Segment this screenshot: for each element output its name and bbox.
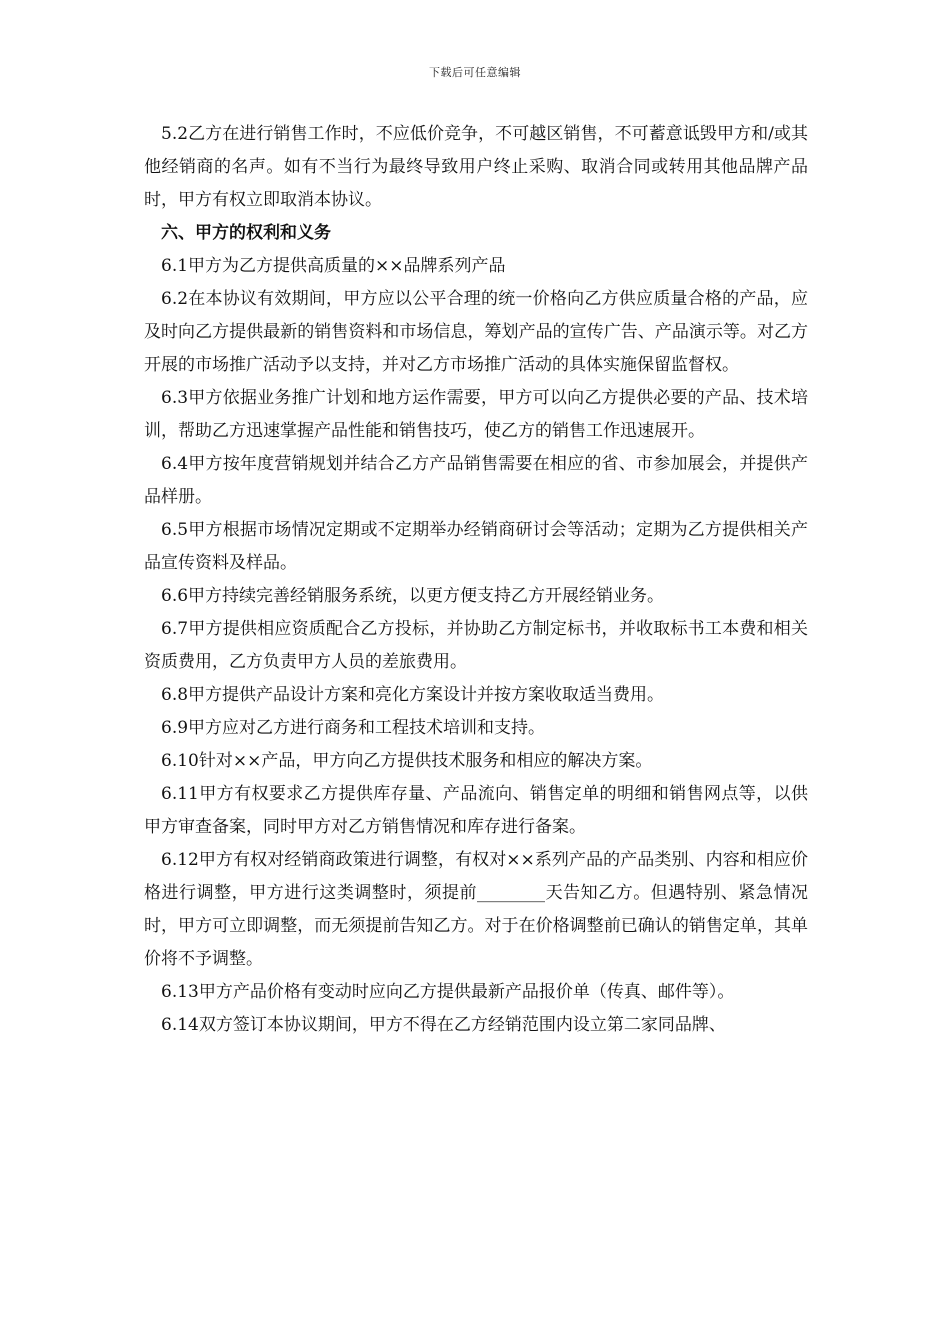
clause-6-2: 6.2在本协议有效期间，甲方应以公平合理的统一价格向乙方供应质量合格的产品，应及时向乙方提供最新的销售资料和市场信息，筹划产品的宣传广告、产品演示等。对乙方开展的市场推广活动予以支持，并对乙方市场推广活动的具体实施保留监督权。 [144,289,808,375]
clause-6-11: 6.11甲方有权要求乙方提供库存量、产品流向、销售定单的明细和销售网点等，以供甲方审查备案，同时甲方对乙方销售情况和库存进行备案。 [144,784,808,837]
clause-6-4: 6.4甲方按年度营销规划并结合乙方产品销售需要在相应的省、市参加展会，并提供产品样册。 [144,454,808,507]
clause-6-5: 6.5甲方根据市场情况定期或不定期举办经销商研讨会等活动；定期为乙方提供相关产品宣传资料及样品。 [144,520,808,573]
clause-6-8: 6.8甲方提供产品设计方案和亮化方案设计并按方案收取适当费用。 [161,685,665,705]
page-header: 下载后可任意编辑 [429,66,521,79]
document-body [144,118,808,1042]
clause-6-1: 6.1甲方为乙方提供高质量的××品牌系列产品 [161,256,506,276]
section-heading-6: 六、甲方的权利和义务 [161,223,331,243]
clause-6-3: 6.3甲方依据业务推广计划和地方运作需要，甲方可以向乙方提供必要的产品、技术培训，帮助乙方迅速掌握产品性能和销售技巧，使乙方的销售工作迅速展开。 [144,388,808,441]
clause-6-7: 6.7甲方提供相应资质配合乙方投标，并协助乙方制定标书，并收取标书工本费和相关资质费用，乙方负责甲方人员的差旅费用。 [144,619,808,672]
clause-6-14: 6.14双方签订本协议期间，甲方不得在乙方经销范围内设立第二家同品牌、 [161,1015,726,1035]
clause-6-13: 6.13甲方产品价格有变动时应向乙方提供最新产品报价单（传真、邮件等）。 [161,982,735,1002]
clause-6-6: 6.6甲方持续完善经销服务系统，以更方便支持乙方开展经销业务。 [161,586,665,606]
clause-6-12: 6.12甲方有权对经销商政策进行调整，有权对××系列产品的产品类别、内容和相应价格进行调整，甲方进行这类调整时，须提前________天告知乙方。但遇特别、紧急情况时，甲方可立即调整，而无须提前告知乙方。对于在价格调整前已确认的销售定单，其单价将不予调整。 [144,850,808,969]
clause-6-10: 6.10针对××产品，甲方向乙方提供技术服务和相应的解决方案。 [161,751,653,771]
clause-6-9: 6.9甲方应对乙方进行商务和工程技术培训和支持。 [161,718,546,738]
clause-5-2: 5.2乙方在进行销售工作时，不应低价竞争，不可越区销售，不可蓄意诋毁甲方和/或其他经销商的名声。如有不当行为最终导致用户终止采购、取消合同或转用其他品牌产品时，甲方有权立即取消本协议。 [144,124,808,210]
